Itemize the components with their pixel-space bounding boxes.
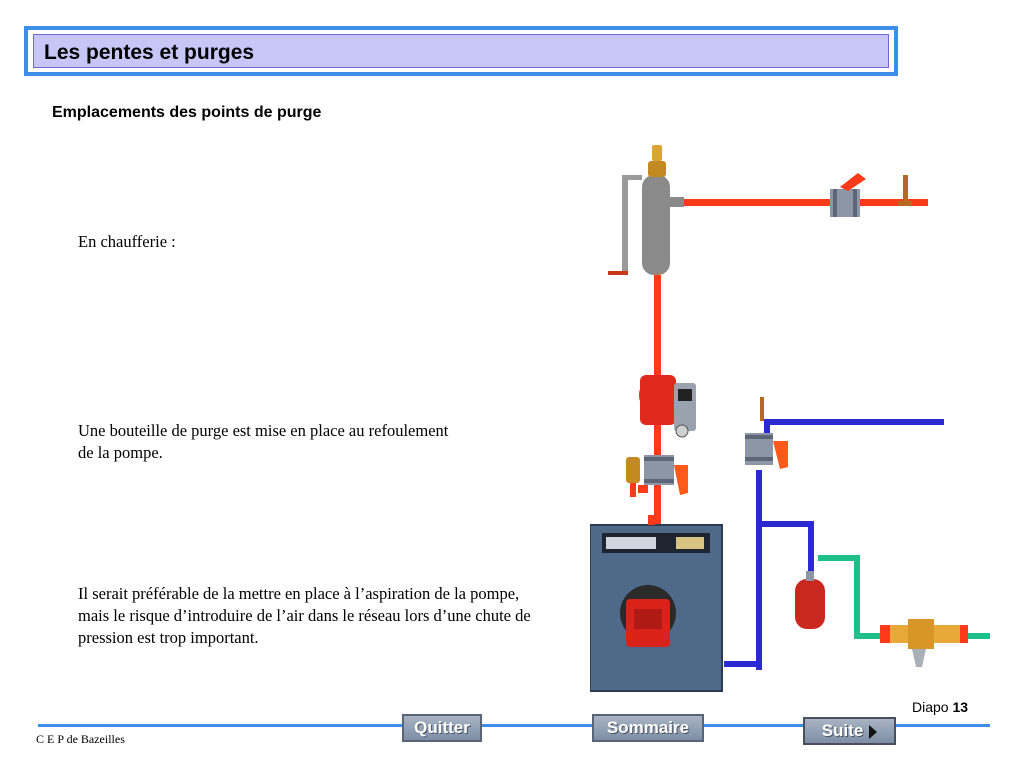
expansion-vessel-icon bbox=[795, 571, 825, 629]
quit-label: Quitter bbox=[414, 718, 470, 737]
page-title: Les pentes et purges bbox=[44, 41, 255, 64]
text-preferable: Il serait préférable de la mettre en place à l’aspiration de la pompe, mais le risque d’introduire de l’air dans le réseau lors d’une chute de pression est trop important. bbox=[78, 584, 531, 647]
summary-button[interactable] bbox=[592, 714, 704, 742]
section-subtitle: Emplacements des points de purge bbox=[52, 104, 322, 121]
slide-number-label bbox=[912, 699, 968, 715]
triangle-right-icon bbox=[869, 725, 877, 739]
safety-valve-icon bbox=[626, 457, 640, 497]
next-button[interactable] bbox=[803, 717, 896, 745]
slide-number: 13 bbox=[952, 699, 969, 715]
text-purge-bottle: Une bouteille de purge est mise en place au refoulement de la pompe. bbox=[78, 421, 449, 462]
quit-button[interactable] bbox=[402, 714, 482, 742]
air-vent-icon bbox=[648, 145, 666, 177]
filling-valve-icon bbox=[880, 619, 968, 667]
purge-bottle bbox=[608, 175, 684, 275]
boiler-icon bbox=[590, 515, 722, 691]
boiler-room-diagram bbox=[590, 135, 1000, 695]
slide-label: Diapo bbox=[912, 699, 949, 715]
valve-top-icon bbox=[830, 173, 866, 217]
title-inner bbox=[33, 34, 889, 68]
summary-label: Sommaire bbox=[606, 718, 690, 737]
footer-school: C E P de Bazeilles bbox=[36, 732, 125, 746]
title-banner bbox=[24, 26, 898, 76]
next-label: Suite bbox=[821, 721, 864, 740]
text-boiler-room: En chaufferie : bbox=[78, 232, 176, 251]
thermometer-icon bbox=[898, 175, 912, 206]
valve-pump-icon bbox=[644, 455, 688, 495]
pump-icon bbox=[639, 375, 696, 437]
valve-return-icon bbox=[745, 397, 788, 469]
